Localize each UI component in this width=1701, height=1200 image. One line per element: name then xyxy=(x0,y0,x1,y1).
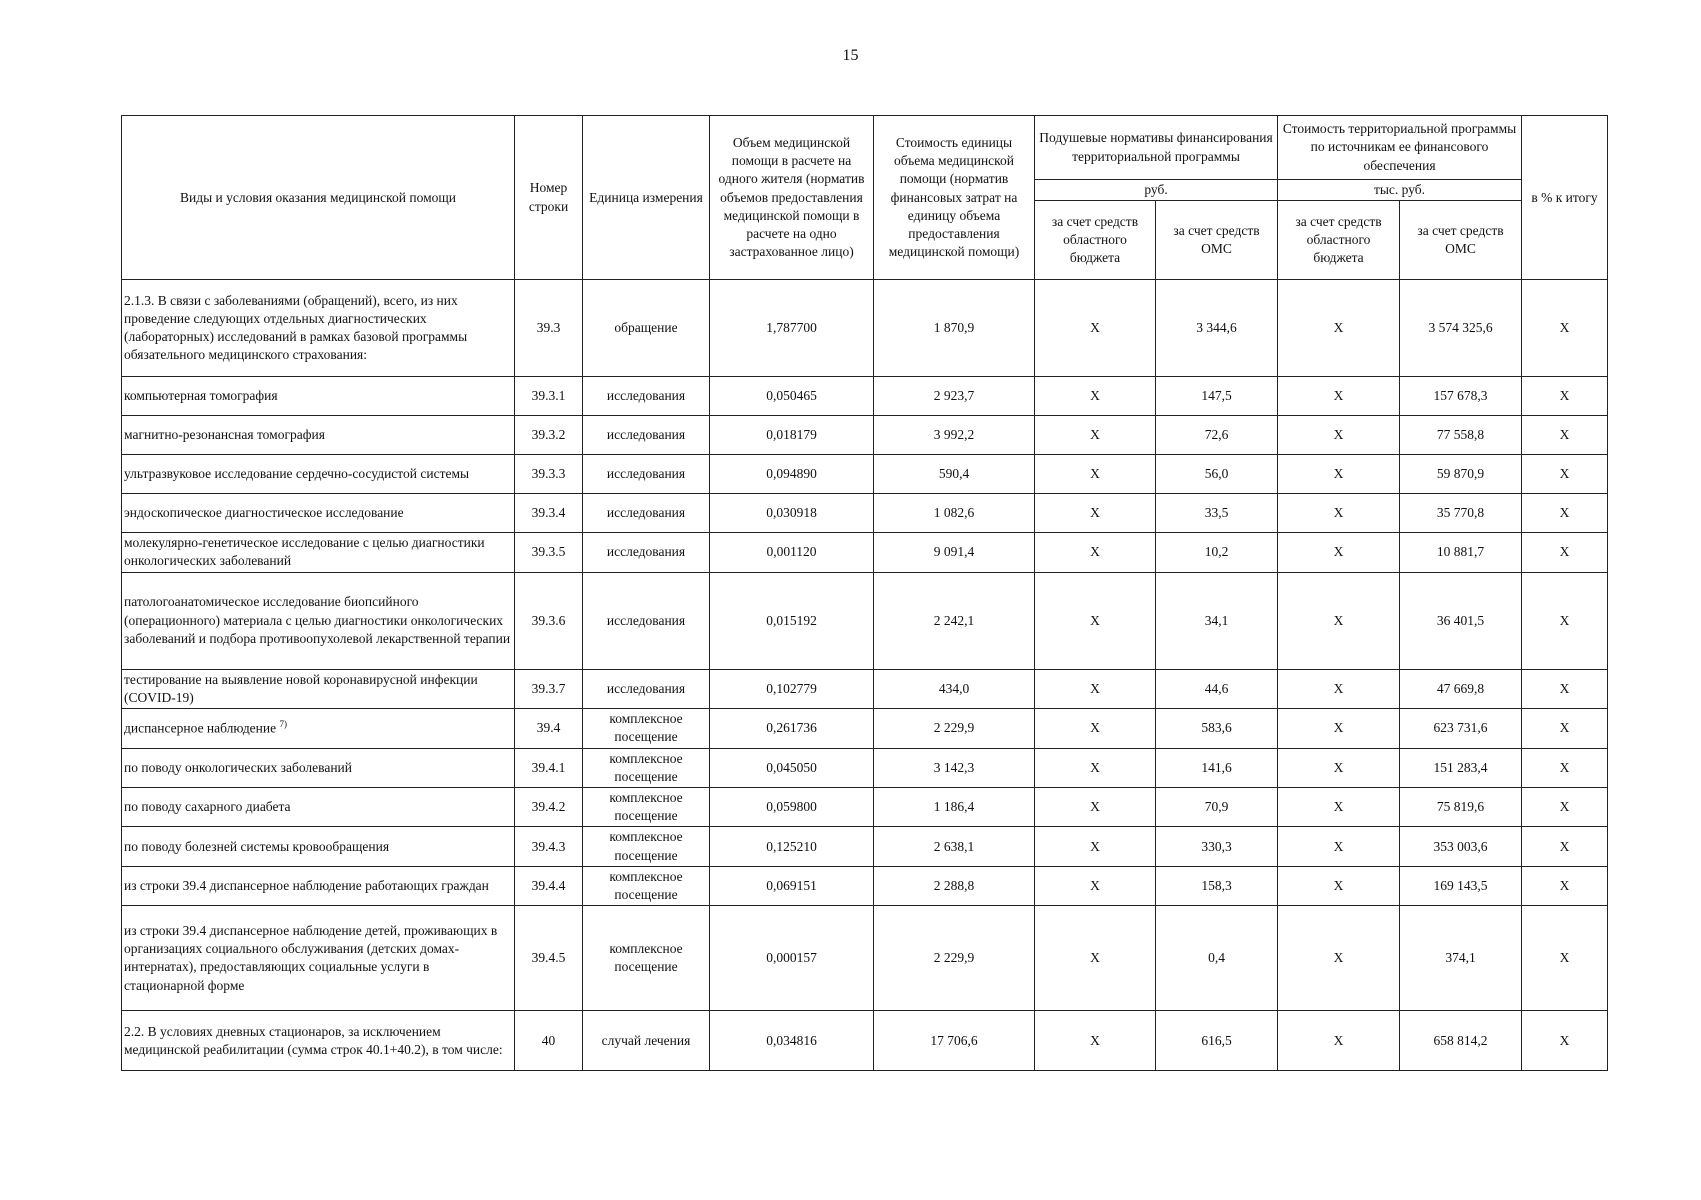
cell-name xyxy=(122,866,515,905)
cell-unit-cost: 2 229,9 xyxy=(874,906,1035,1011)
cell-name xyxy=(122,377,515,416)
cell-cost-oms: 35 770,8 xyxy=(1400,494,1522,533)
cell-cost-budget: X xyxy=(1278,748,1400,787)
cell-unit: исследования xyxy=(583,533,710,572)
table-body xyxy=(122,280,1608,1071)
cell-cost-oms: 658 814,2 xyxy=(1400,1011,1522,1071)
cell-volume: 0,069151 xyxy=(710,866,874,905)
cell-per-capita-budget: X xyxy=(1035,669,1156,708)
cell-volume: 0,045050 xyxy=(710,748,874,787)
cell-row-number: 39.4.5 xyxy=(515,906,583,1011)
cell-unit-cost: 2 229,9 xyxy=(874,709,1035,748)
cell-row-number: 39.3.3 xyxy=(515,455,583,494)
cell-name-text: из строки 39.4 диспансерное наблюдение детей, проживающих в организациях социального обслуживания (детских домах-интернатах), предоставляющих социальные услуги в стационарной форме xyxy=(124,922,498,993)
cell-unit: комплексное посещение xyxy=(583,709,710,748)
cell-row-number: 39.3.7 xyxy=(515,669,583,708)
cell-percent: X xyxy=(1522,416,1608,455)
cell-name-text: магнитно-резонансная томография xyxy=(124,427,325,443)
cell-per-capita-budget: X xyxy=(1035,572,1156,669)
cell-unit-cost: 1 186,4 xyxy=(874,787,1035,826)
header-per-capita-budget: за счет средств областного бюджета xyxy=(1035,201,1156,280)
cell-per-capita-oms: 56,0 xyxy=(1156,455,1278,494)
cell-percent: X xyxy=(1522,787,1608,826)
cell-per-capita-budget: X xyxy=(1035,906,1156,1011)
cell-volume: 0,125210 xyxy=(710,827,874,866)
cell-unit-cost: 3 992,2 xyxy=(874,416,1035,455)
cell-name xyxy=(122,748,515,787)
cell-percent: X xyxy=(1522,709,1608,748)
cell-name xyxy=(122,280,515,377)
table-row xyxy=(122,377,1608,416)
header-row-number: Номер строки xyxy=(515,116,583,280)
cell-name xyxy=(122,1011,515,1071)
cell-unit: комплексное посещение xyxy=(583,906,710,1011)
cell-percent: X xyxy=(1522,1011,1608,1071)
cell-per-capita-oms: 147,5 xyxy=(1156,377,1278,416)
cell-cost-budget: X xyxy=(1278,906,1400,1011)
header-unit: Единица измерения xyxy=(583,116,710,280)
cell-name-text: компьютерная томография xyxy=(124,388,278,404)
cell-cost-oms: 59 870,9 xyxy=(1400,455,1522,494)
cell-name-text: 2.1.3. В связи с заболеваниями (обращений), всего, из них проведение следующих отдельных диагностических (лабораторных) исследований в рамках базовой программы обязательного медицинского страхования: xyxy=(124,292,468,363)
table-row xyxy=(122,669,1608,708)
cell-percent: X xyxy=(1522,748,1608,787)
header-unit-cost: Стоимость единицы объема медицинской помощи (норматив финансовых затрат на единицу объема предоставления медицинской помощи) xyxy=(874,116,1035,280)
table-row xyxy=(122,906,1608,1011)
table-row xyxy=(122,827,1608,866)
cell-volume: 0,034816 xyxy=(710,1011,874,1071)
cell-per-capita-oms: 70,9 xyxy=(1156,787,1278,826)
cell-cost-oms: 47 669,8 xyxy=(1400,669,1522,708)
cell-unit: комплексное посещение xyxy=(583,866,710,905)
cell-cost-oms: 169 143,5 xyxy=(1400,866,1522,905)
cell-name xyxy=(122,494,515,533)
cell-per-capita-oms: 3 344,6 xyxy=(1156,280,1278,377)
cell-unit-cost: 2 288,8 xyxy=(874,866,1035,905)
cell-cost-budget: X xyxy=(1278,1011,1400,1071)
cell-cost-budget: X xyxy=(1278,669,1400,708)
cell-unit: комплексное посещение xyxy=(583,748,710,787)
cell-cost-budget: X xyxy=(1278,866,1400,905)
cell-volume: 0,261736 xyxy=(710,709,874,748)
page-number: 15 xyxy=(842,47,859,64)
cell-row-number: 39.3.5 xyxy=(515,533,583,572)
cell-percent: X xyxy=(1522,377,1608,416)
cell-row-number: 39.4.4 xyxy=(515,866,583,905)
cell-name-text: по поводу сахарного диабета xyxy=(124,799,291,815)
cell-row-number: 39.3.6 xyxy=(515,572,583,669)
cell-per-capita-oms: 72,6 xyxy=(1156,416,1278,455)
cell-name xyxy=(122,827,515,866)
header-cost-budget: за счет средств областного бюджета xyxy=(1278,201,1400,280)
cell-unit-cost: 9 091,4 xyxy=(874,533,1035,572)
header-cost-oms: за счет средств ОМС xyxy=(1400,201,1522,280)
header-types: Виды и условия оказания медицинской помощи xyxy=(122,116,515,280)
cell-cost-oms: 374,1 xyxy=(1400,906,1522,1011)
cell-per-capita-oms: 330,3 xyxy=(1156,827,1278,866)
cell-percent: X xyxy=(1522,572,1608,669)
table-row xyxy=(122,866,1608,905)
cell-per-capita-oms: 0,4 xyxy=(1156,906,1278,1011)
cell-cost-budget: X xyxy=(1278,377,1400,416)
header-per-capita-oms: за счет средств ОМС xyxy=(1156,201,1278,280)
cell-unit: исследования xyxy=(583,455,710,494)
cell-cost-budget: X xyxy=(1278,494,1400,533)
cell-name xyxy=(122,416,515,455)
header-rub: руб. xyxy=(1035,180,1278,201)
cell-volume: 0,059800 xyxy=(710,787,874,826)
cell-unit-cost: 1 870,9 xyxy=(874,280,1035,377)
cell-unit-cost: 2 923,7 xyxy=(874,377,1035,416)
cell-cost-budget: X xyxy=(1278,572,1400,669)
cell-row-number: 39.4.2 xyxy=(515,787,583,826)
table-row xyxy=(122,280,1608,377)
table-row xyxy=(122,1011,1608,1071)
cell-name xyxy=(122,572,515,669)
cell-per-capita-oms: 34,1 xyxy=(1156,572,1278,669)
cell-volume: 0,001120 xyxy=(710,533,874,572)
cell-per-capita-budget: X xyxy=(1035,533,1156,572)
cell-name xyxy=(122,709,515,748)
table-row xyxy=(122,533,1608,572)
cell-unit: комплексное посещение xyxy=(583,827,710,866)
cell-cost-budget: X xyxy=(1278,455,1400,494)
cell-unit: исследования xyxy=(583,377,710,416)
cell-percent: X xyxy=(1522,827,1608,866)
cell-name xyxy=(122,533,515,572)
cell-name-text: 2.2. В условиях дневных стационаров, за исключением медицинской реабилитации (сумма строк 40.1+40.2), в том числе: xyxy=(124,1023,503,1057)
cell-cost-oms: 151 283,4 xyxy=(1400,748,1522,787)
cell-percent: X xyxy=(1522,455,1608,494)
cell-name-text: из строки 39.4 диспансерное наблюдение работающих граждан xyxy=(124,877,489,893)
cell-per-capita-budget: X xyxy=(1035,787,1156,826)
cell-cost-oms: 77 558,8 xyxy=(1400,416,1522,455)
cell-percent: X xyxy=(1522,669,1608,708)
cell-name xyxy=(122,455,515,494)
footnote-marker: 7) xyxy=(279,719,287,730)
cell-volume: 0,094890 xyxy=(710,455,874,494)
cell-per-capita-budget: X xyxy=(1035,827,1156,866)
cell-volume: 0,030918 xyxy=(710,494,874,533)
cell-row-number: 39.3.4 xyxy=(515,494,583,533)
cell-percent: X xyxy=(1522,906,1608,1011)
cell-per-capita-budget: X xyxy=(1035,416,1156,455)
cell-per-capita-oms: 158,3 xyxy=(1156,866,1278,905)
cell-unit-cost: 434,0 xyxy=(874,669,1035,708)
cell-row-number: 39.3.2 xyxy=(515,416,583,455)
cell-row-number: 40 xyxy=(515,1011,583,1071)
cell-cost-oms: 36 401,5 xyxy=(1400,572,1522,669)
cell-per-capita-budget: X xyxy=(1035,377,1156,416)
cell-name-text: по поводу болезней системы кровообращения xyxy=(124,838,390,854)
header-thous-rub: тыс. руб. xyxy=(1278,180,1522,201)
cell-row-number: 39.4.1 xyxy=(515,748,583,787)
cell-name-text: ультразвуковое исследование сердечно-сосудистой системы xyxy=(124,466,470,482)
cell-cost-budget: X xyxy=(1278,827,1400,866)
cell-unit: исследования xyxy=(583,572,710,669)
cell-unit-cost: 590,4 xyxy=(874,455,1035,494)
cell-per-capita-oms: 583,6 xyxy=(1156,709,1278,748)
cell-unit: исследования xyxy=(583,669,710,708)
cell-name xyxy=(122,669,515,708)
cell-unit: исследования xyxy=(583,416,710,455)
cell-per-capita-oms: 44,6 xyxy=(1156,669,1278,708)
cell-cost-oms: 353 003,6 xyxy=(1400,827,1522,866)
cell-cost-oms: 157 678,3 xyxy=(1400,377,1522,416)
cell-per-capita-budget: X xyxy=(1035,494,1156,533)
cell-cost-budget: X xyxy=(1278,709,1400,748)
cell-percent: X xyxy=(1522,280,1608,377)
cell-per-capita-oms: 33,5 xyxy=(1156,494,1278,533)
cell-per-capita-budget: X xyxy=(1035,709,1156,748)
cell-cost-oms: 75 819,6 xyxy=(1400,787,1522,826)
header-volume: Объем медицинской помощи в расчете на одного жителя (норматив объемов предоставления медицинской помощи в расчете на одно застрахованное лицо) xyxy=(710,116,874,280)
cell-per-capita-budget: X xyxy=(1035,280,1156,377)
table-row xyxy=(122,494,1608,533)
cell-volume: 0,018179 xyxy=(710,416,874,455)
cell-percent: X xyxy=(1522,533,1608,572)
cell-row-number: 39.4.3 xyxy=(515,827,583,866)
cell-percent: X xyxy=(1522,494,1608,533)
table-row xyxy=(122,709,1608,748)
cell-per-capita-budget: X xyxy=(1035,748,1156,787)
medical-care-table xyxy=(121,115,1608,1071)
cell-name-text: патологоанатомическое исследование биопсийного (операционного) материала с целью диагностики онкологических заболеваний и подбора противоопухолевой лекарственной терапии xyxy=(124,594,511,646)
cell-unit: комплексное посещение xyxy=(583,787,710,826)
cell-cost-oms: 623 731,6 xyxy=(1400,709,1522,748)
cell-percent: X xyxy=(1522,866,1608,905)
cell-per-capita-budget: X xyxy=(1035,455,1156,494)
cell-volume: 0,102779 xyxy=(710,669,874,708)
cell-volume: 0,015192 xyxy=(710,572,874,669)
cell-row-number: 39.4 xyxy=(515,709,583,748)
cell-unit-cost: 2 638,1 xyxy=(874,827,1035,866)
cell-cost-budget: X xyxy=(1278,280,1400,377)
cell-name-text: тестирование на выявление новой коронавирусной инфекции (COVID-19) xyxy=(124,671,478,705)
cell-name-text: молекулярно-генетическое исследование с целью диагностики онкологических заболеваний xyxy=(124,535,485,569)
cell-row-number: 39.3.1 xyxy=(515,377,583,416)
cell-volume: 0,050465 xyxy=(710,377,874,416)
header-per-capita-group: Подушевые нормативы финансирования территориальной программы xyxy=(1035,116,1278,180)
cell-name xyxy=(122,906,515,1011)
header-program-cost-group: Стоимость территориальной программы по источникам ее финансового обеспечения xyxy=(1278,116,1522,180)
table-row xyxy=(122,455,1608,494)
cell-cost-oms: 3 574 325,6 xyxy=(1400,280,1522,377)
header-percent-total: в % к итогу xyxy=(1522,116,1608,280)
cell-unit: исследования xyxy=(583,494,710,533)
table-row xyxy=(122,748,1608,787)
cell-volume: 1,787700 xyxy=(710,280,874,377)
table-row xyxy=(122,787,1608,826)
cell-row-number: 39.3 xyxy=(515,280,583,377)
cell-per-capita-budget: X xyxy=(1035,866,1156,905)
cell-name-text: эндоскопическое диагностическое исследование xyxy=(124,505,404,521)
cell-cost-oms: 10 881,7 xyxy=(1400,533,1522,572)
cell-per-capita-oms: 10,2 xyxy=(1156,533,1278,572)
cell-unit-cost: 1 082,6 xyxy=(874,494,1035,533)
cell-unit: обращение xyxy=(583,280,710,377)
cell-cost-budget: X xyxy=(1278,416,1400,455)
cell-per-capita-oms: 141,6 xyxy=(1156,748,1278,787)
cell-unit-cost: 2 242,1 xyxy=(874,572,1035,669)
cell-name-text: диспансерное наблюдение xyxy=(124,720,280,736)
cell-name xyxy=(122,787,515,826)
table-row xyxy=(122,416,1608,455)
cell-per-capita-oms: 616,5 xyxy=(1156,1011,1278,1071)
cell-name-text: по поводу онкологических заболеваний xyxy=(124,759,353,775)
table-row xyxy=(122,572,1608,669)
cell-per-capita-budget: X xyxy=(1035,1011,1156,1071)
cell-unit-cost: 3 142,3 xyxy=(874,748,1035,787)
cell-cost-budget: X xyxy=(1278,787,1400,826)
cell-volume: 0,000157 xyxy=(710,906,874,1011)
cell-cost-budget: X xyxy=(1278,533,1400,572)
cell-unit: случай лечения xyxy=(583,1011,710,1071)
cell-unit-cost: 17 706,6 xyxy=(874,1011,1035,1071)
